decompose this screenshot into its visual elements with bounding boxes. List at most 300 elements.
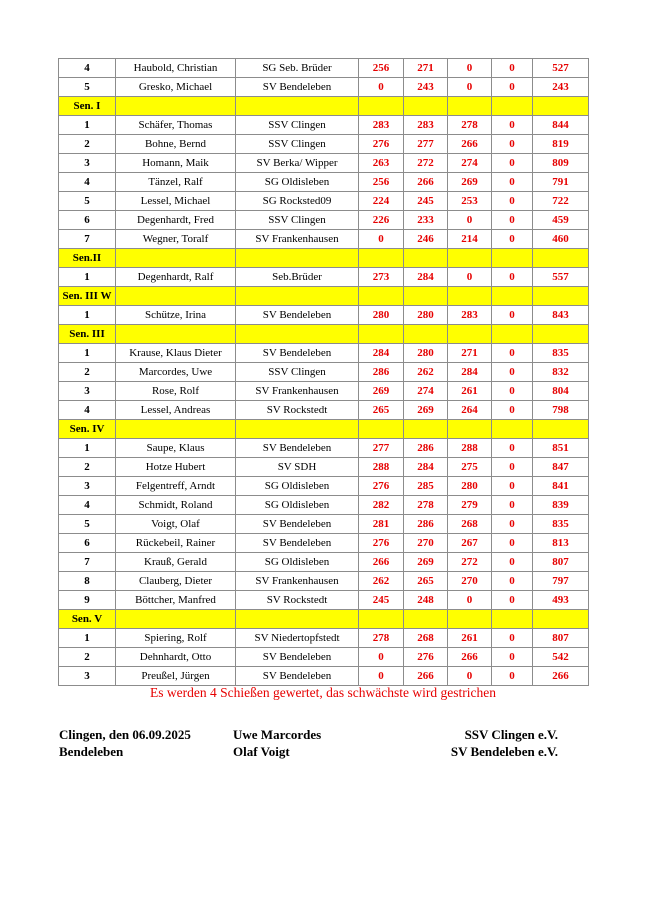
name-cell: Degenhardt, Ralf [116,268,236,287]
score-cell: 268 [404,629,448,648]
score-cell: 271 [404,59,448,78]
score-cell: 282 [359,496,404,515]
total-cell: 243 [533,78,589,97]
section-empty-cell [236,287,359,306]
name-cell: Spiering, Rolf [116,629,236,648]
player-row [59,268,589,287]
section-empty-cell [492,249,533,268]
score-cell: 264 [448,401,492,420]
section-empty-cell [492,610,533,629]
score-cell: 262 [359,572,404,591]
score-cell: 0 [448,211,492,230]
score-cell: 276 [359,135,404,154]
rank-cell: 4 [59,496,116,515]
section-empty-cell [448,610,492,629]
name-cell: Schütze, Irina [116,306,236,325]
club-cell: SV Bendeleben [236,439,359,458]
results-table [58,58,589,686]
total-cell: 832 [533,363,589,382]
section-empty-cell [448,249,492,268]
player-row [59,192,589,211]
total-cell: 835 [533,515,589,534]
section-row [59,325,589,344]
total-cell: 266 [533,667,589,686]
score-cell: 269 [448,173,492,192]
score-cell: 214 [448,230,492,249]
club-cell: SV Bendeleben [236,648,359,667]
score-cell: 256 [359,173,404,192]
score-cell: 272 [448,553,492,572]
name-cell: Hotze Hubert [116,458,236,477]
club-cell: SG Rocksted09 [236,192,359,211]
player-row [59,591,589,610]
score-cell: 0 [492,553,533,572]
player-row [59,515,589,534]
name-cell: Krauß, Gerald [116,553,236,572]
score-cell: 0 [492,591,533,610]
total-cell: 493 [533,591,589,610]
score-cell: 261 [448,382,492,401]
score-cell: 0 [492,173,533,192]
score-cell: 246 [404,230,448,249]
total-cell: 819 [533,135,589,154]
score-cell: 274 [448,154,492,173]
total-cell: 847 [533,458,589,477]
total-cell: 798 [533,401,589,420]
score-cell: 0 [492,629,533,648]
club-cell: SG Oldisleben [236,553,359,572]
player-row [59,306,589,325]
score-cell: 288 [448,439,492,458]
score-cell: 0 [492,363,533,382]
signature-name-line2: Olaf Voigt [233,744,290,759]
score-cell: 266 [448,648,492,667]
score-cell: 224 [359,192,404,211]
total-cell: 839 [533,496,589,515]
section-empty-cell [236,420,359,439]
club-cell: SV Berka/ Wipper [236,154,359,173]
name-cell: Tänzel, Ralf [116,173,236,192]
rank-cell: 8 [59,572,116,591]
club-cell: SSV Clingen [236,211,359,230]
total-cell: 527 [533,59,589,78]
score-cell: 283 [359,116,404,135]
score-cell: 283 [448,306,492,325]
score-cell: 274 [404,382,448,401]
player-row [59,230,589,249]
player-row [59,116,589,135]
club-cell: SV Frankenhausen [236,572,359,591]
score-cell: 268 [448,515,492,534]
score-cell: 288 [359,458,404,477]
score-cell: 0 [492,534,533,553]
score-cell: 0 [359,230,404,249]
player-row [59,401,589,420]
score-cell: 0 [448,591,492,610]
section-label-cell: Sen.II [59,249,116,268]
score-cell: 0 [492,382,533,401]
section-empty-cell [404,420,448,439]
score-cell: 276 [404,648,448,667]
section-empty-cell [448,287,492,306]
section-empty-cell [533,287,589,306]
club-cell: SSV Clingen [236,363,359,382]
score-cell: 284 [448,363,492,382]
club-cell: SG Seb. Brüder [236,59,359,78]
score-cell: 278 [359,629,404,648]
player-row [59,477,589,496]
signature-club-line1: SSV Clingen e.V. [464,727,558,742]
score-cell: 285 [404,477,448,496]
score-cell: 0 [492,78,533,97]
club-cell: SG Oldisleben [236,477,359,496]
score-cell: 0 [492,116,533,135]
results-table-body [59,59,589,686]
score-cell: 284 [404,458,448,477]
score-cell: 0 [492,154,533,173]
score-cell: 0 [492,211,533,230]
section-empty-cell [533,420,589,439]
score-cell: 280 [404,344,448,363]
section-empty-cell [359,420,404,439]
name-cell: Clauberg, Dieter [116,572,236,591]
score-cell: 277 [359,439,404,458]
player-row [59,553,589,572]
section-empty-cell [404,610,448,629]
name-cell: Wegner, Toralf [116,230,236,249]
score-cell: 286 [359,363,404,382]
section-label-cell: Sen. V [59,610,116,629]
player-row [59,135,589,154]
player-row [59,154,589,173]
section-empty-cell [359,325,404,344]
section-empty-cell [236,97,359,116]
rank-cell: 5 [59,78,116,97]
club-cell: SSV Clingen [236,135,359,154]
club-cell: SV Bendeleben [236,78,359,97]
score-cell: 0 [448,78,492,97]
club-cell: SG Oldisleben [236,173,359,192]
player-row [59,211,589,230]
score-cell: 265 [359,401,404,420]
section-empty-cell [404,325,448,344]
name-cell: Dehnhardt, Otto [116,648,236,667]
score-cell: 0 [359,667,404,686]
score-cell: 226 [359,211,404,230]
score-cell: 267 [448,534,492,553]
score-cell: 276 [359,534,404,553]
score-cell: 262 [404,363,448,382]
rank-cell: 4 [59,173,116,192]
name-cell: Haubold, Christian [116,59,236,78]
rank-cell: 1 [59,629,116,648]
score-cell: 0 [492,477,533,496]
section-empty-cell [116,610,236,629]
score-cell: 272 [404,154,448,173]
section-empty-cell [116,249,236,268]
total-cell: 835 [533,344,589,363]
total-cell: 807 [533,629,589,648]
score-cell: 286 [404,515,448,534]
score-cell: 0 [492,344,533,363]
score-cell: 0 [492,401,533,420]
score-cell: 278 [448,116,492,135]
signature-names [233,726,321,760]
section-empty-cell [359,97,404,116]
total-cell: 804 [533,382,589,401]
total-cell: 843 [533,306,589,325]
rank-cell: 3 [59,382,116,401]
name-cell: Rose, Rolf [116,382,236,401]
score-cell: 278 [404,496,448,515]
score-cell: 0 [492,135,533,154]
player-row [59,629,589,648]
rank-cell: 7 [59,553,116,572]
total-cell: 841 [533,477,589,496]
total-cell: 809 [533,154,589,173]
score-cell: 271 [448,344,492,363]
total-cell: 813 [533,534,589,553]
rank-cell: 5 [59,192,116,211]
player-row [59,534,589,553]
section-empty-cell [116,325,236,344]
score-cell: 0 [492,306,533,325]
score-cell: 0 [492,572,533,591]
score-cell: 280 [359,306,404,325]
section-empty-cell [533,249,589,268]
score-cell: 280 [404,306,448,325]
score-cell: 284 [359,344,404,363]
total-cell: 557 [533,268,589,287]
score-cell: 286 [404,439,448,458]
player-row [59,363,589,382]
player-row [59,59,589,78]
total-cell: 807 [533,553,589,572]
club-cell: SV Bendeleben [236,667,359,686]
score-cell: 0 [359,648,404,667]
section-label-cell: Sen. III W [59,287,116,306]
section-empty-cell [359,249,404,268]
section-empty-cell [236,249,359,268]
rank-cell: 4 [59,401,116,420]
rank-cell: 3 [59,667,116,686]
name-cell: Marcordes, Uwe [116,363,236,382]
name-cell: Rückebeil, Rainer [116,534,236,553]
score-cell: 0 [492,268,533,287]
total-cell: 791 [533,173,589,192]
score-cell: 266 [404,667,448,686]
rank-cell: 5 [59,515,116,534]
score-cell: 0 [448,667,492,686]
name-cell: Felgentreff, Arndt [116,477,236,496]
club-cell: SV Rockstedt [236,401,359,420]
player-row [59,173,589,192]
score-cell: 270 [448,572,492,591]
score-cell: 266 [359,553,404,572]
name-cell: Schmidt, Roland [116,496,236,515]
rank-cell: 1 [59,306,116,325]
rank-cell: 2 [59,648,116,667]
total-cell: 460 [533,230,589,249]
section-empty-cell [116,420,236,439]
section-empty-cell [359,610,404,629]
score-cell: 233 [404,211,448,230]
club-cell: SV Bendeleben [236,515,359,534]
section-empty-cell [448,97,492,116]
signature-name-line1: Uwe Marcordes [233,727,322,742]
score-cell: 269 [404,401,448,420]
section-empty-cell [236,610,359,629]
score-cell: 0 [492,230,533,249]
club-cell: Seb.Brüder [236,268,359,287]
rank-cell: 1 [59,439,116,458]
scoring-note: Es werden 4 Schießen gewertet, das schwächste wird gestrichen [149,685,496,700]
signature-club-line2: SV Bendeleben e.V. [450,744,558,759]
score-cell: 269 [404,553,448,572]
signature-place-date-line1: Clingen, den 06.09.2025 [59,727,191,742]
club-cell: SV Bendeleben [236,534,359,553]
total-cell: 459 [533,211,589,230]
section-label-cell: Sen. IV [59,420,116,439]
club-cell: SG Oldisleben [236,496,359,515]
rank-cell: 9 [59,591,116,610]
rank-cell: 4 [59,59,116,78]
section-empty-cell [236,325,359,344]
score-cell: 283 [404,116,448,135]
section-row [59,249,589,268]
section-row [59,287,589,306]
section-empty-cell [492,325,533,344]
rank-cell: 1 [59,268,116,287]
score-cell: 281 [359,515,404,534]
section-empty-cell [448,325,492,344]
section-row [59,420,589,439]
section-empty-cell [492,420,533,439]
score-cell: 0 [492,192,533,211]
player-row [59,78,589,97]
section-label-cell: Sen. I [59,97,116,116]
score-cell: 0 [492,648,533,667]
signature-clubs [451,726,558,760]
name-cell: Schäfer, Thomas [116,116,236,135]
score-cell: 256 [359,59,404,78]
player-row [59,344,589,363]
score-cell: 0 [492,496,533,515]
name-cell: Krause, Klaus Dieter [116,344,236,363]
section-empty-cell [116,287,236,306]
score-cell: 266 [448,135,492,154]
score-cell: 277 [404,135,448,154]
club-cell: SSV Clingen [236,116,359,135]
name-cell: Lessel, Andreas [116,401,236,420]
score-cell: 284 [404,268,448,287]
name-cell: Homann, Maik [116,154,236,173]
signature-place-date [59,726,191,760]
name-cell: Bohne, Bernd [116,135,236,154]
name-cell: Voigt, Olaf [116,515,236,534]
score-cell: 0 [448,59,492,78]
score-cell: 279 [448,496,492,515]
score-cell: 273 [359,268,404,287]
score-cell: 265 [404,572,448,591]
name-cell: Gresko, Michael [116,78,236,97]
section-empty-cell [492,97,533,116]
section-empty-cell [448,420,492,439]
rank-cell: 7 [59,230,116,249]
score-cell: 0 [448,268,492,287]
score-cell: 0 [492,515,533,534]
section-empty-cell [533,610,589,629]
total-cell: 722 [533,192,589,211]
score-cell: 0 [492,59,533,78]
score-cell: 276 [359,477,404,496]
score-cell: 0 [492,667,533,686]
score-cell: 0 [492,439,533,458]
club-cell: SV Rockstedt [236,591,359,610]
section-empty-cell [404,97,448,116]
section-empty-cell [533,325,589,344]
total-cell: 851 [533,439,589,458]
section-empty-cell [492,287,533,306]
rank-cell: 6 [59,534,116,553]
section-row [59,610,589,629]
club-cell: SV Frankenhausen [236,382,359,401]
rank-cell: 1 [59,344,116,363]
club-cell: SV SDH [236,458,359,477]
score-cell: 245 [359,591,404,610]
score-cell: 248 [404,591,448,610]
rank-cell: 1 [59,116,116,135]
name-cell: Lessel, Michael [116,192,236,211]
score-cell: 270 [404,534,448,553]
rank-cell: 3 [59,154,116,173]
signature-place-date-line2: Bendeleben [59,744,124,759]
score-cell: 266 [404,173,448,192]
score-cell: 245 [404,192,448,211]
section-empty-cell [359,287,404,306]
section-empty-cell [533,97,589,116]
player-row [59,439,589,458]
section-empty-cell [116,97,236,116]
rank-cell: 6 [59,211,116,230]
player-row [59,667,589,686]
rank-cell: 2 [59,135,116,154]
club-cell: SV Niedertopfstedt [236,629,359,648]
score-cell: 0 [359,78,404,97]
section-empty-cell [404,249,448,268]
club-cell: SV Frankenhausen [236,230,359,249]
rank-cell: 3 [59,477,116,496]
name-cell: Saupe, Klaus [116,439,236,458]
player-row [59,572,589,591]
player-row [59,458,589,477]
score-cell: 0 [492,458,533,477]
score-cell: 261 [448,629,492,648]
total-cell: 797 [533,572,589,591]
player-row [59,648,589,667]
section-label-cell: Sen. III [59,325,116,344]
player-row [59,496,589,515]
name-cell: Böttcher, Manfred [116,591,236,610]
score-cell: 243 [404,78,448,97]
total-cell: 844 [533,116,589,135]
score-cell: 253 [448,192,492,211]
player-row [59,382,589,401]
score-cell: 263 [359,154,404,173]
name-cell: Preußel, Jürgen [116,667,236,686]
total-cell: 542 [533,648,589,667]
score-cell: 269 [359,382,404,401]
